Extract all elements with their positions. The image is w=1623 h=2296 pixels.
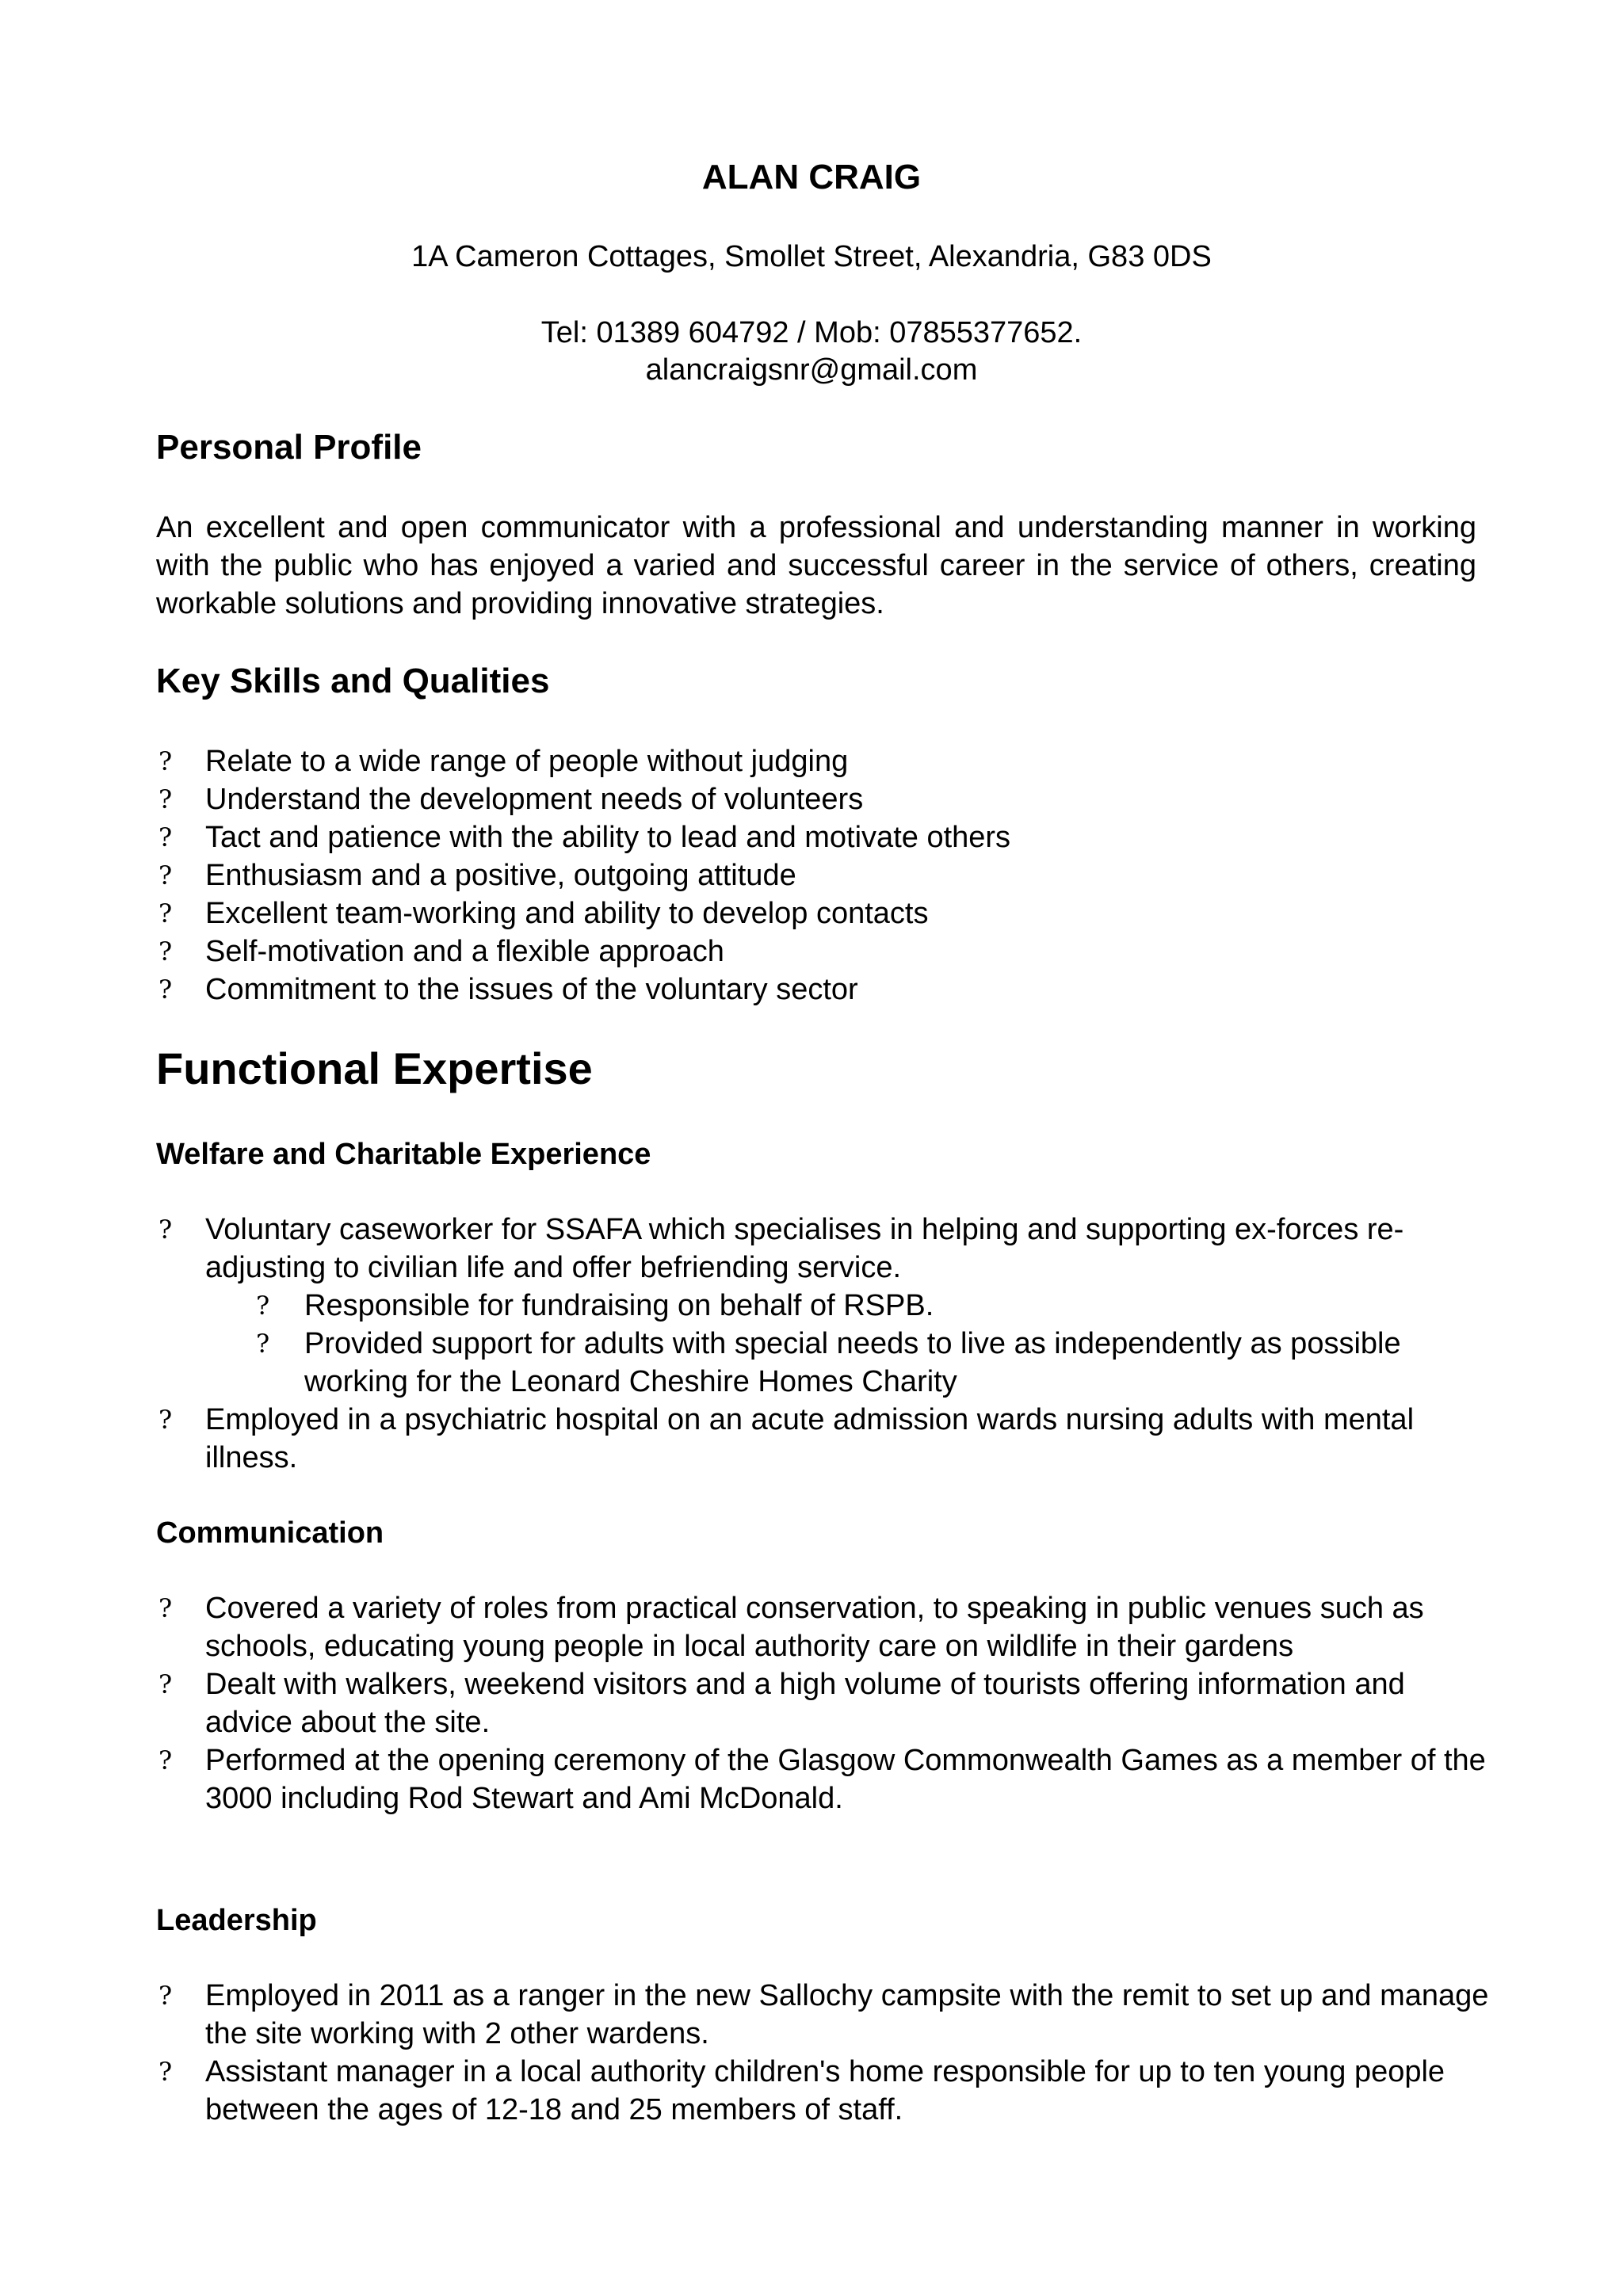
address: 1A Cameron Cottages, Smollet Street, Alexandria, G83 0DS: [411, 240, 1212, 273]
bullet-glyph: ?: [158, 784, 173, 814]
bullet-glyph: ?: [158, 898, 173, 929]
list-item: ? Tact and patience with the ability to lead and motivate others: [0, 818, 1489, 856]
list-item: ? Employed in 2011 as a ranger in the new Sallochy campsite with the remit to set up and manage the site working with 2 other wardens.: [0, 1977, 1489, 2053]
list-item: ? Responsible for fundraising on behalf of RSPB.: [0, 1287, 1445, 1325]
email-address: alancraigsnr@gmail.com: [645, 353, 978, 387]
welfare-heading: Welfare and Charitable Experience: [156, 1138, 651, 1171]
bullet-glyph: ?: [158, 936, 173, 967]
list-item: ? Employed in a psychiatric hospital on an acute admission wards nursing adults with mental illness.: [0, 1401, 1489, 1477]
bullet-glyph: ?: [158, 1981, 173, 2011]
bullet-glyph: ?: [158, 1593, 173, 1623]
candidate-name: ALAN CRAIG: [701, 158, 922, 196]
communication-list: [0, 1589, 1623, 1817]
bullet-glyph: ?: [158, 1745, 173, 1775]
list-item: ? Self-motivation and a flexible approach: [0, 933, 1489, 971]
list-item: ? Voluntary caseworker for SSAFA which specialises in helping and supporting ex-forces re-adjusting to civilian life and offer befriending service.: [0, 1211, 1489, 1287]
leadership-list: [0, 1977, 1623, 2129]
bullet-glyph: ?: [256, 1329, 270, 1359]
bullet-glyph: ?: [158, 1215, 173, 1245]
bullet-glyph: ?: [158, 1669, 173, 1699]
welfare-list: [0, 1211, 1623, 1477]
list-item: ? Relate to a wide range of people without judging: [0, 742, 1489, 780]
list-item: ? Understand the development needs of volunteers: [0, 780, 1489, 818]
bullet-glyph: ?: [158, 974, 173, 1005]
list-item: ? Provided support for adults with special needs to live as independently as possible working for the Leonard Cheshire Homes Charity: [0, 1325, 1445, 1401]
personal-profile-heading: Personal Profile: [156, 428, 422, 467]
list-item: ? Assistant manager in a local authority children's home responsible for up to ten young people between the ages of 12-18 and 25 members of staff.: [0, 2053, 1489, 2129]
key-skills-heading: Key Skills and Qualities: [156, 662, 550, 700]
key-skills-list: [0, 742, 1623, 1009]
functional-expertise-heading: Functional Expertise: [156, 1043, 593, 1093]
personal-profile-text: An excellent and open communicator with a professional and understanding manner in working with the public who has enjoyed a varied and successful career in the service of others, creating workable solutions and providing innovative strategies.: [156, 511, 1476, 620]
communication-heading: Communication: [156, 1516, 384, 1550]
list-item: ? Enthusiasm and a positive, outgoing attitude: [0, 856, 1489, 894]
list-item: ? Performed at the opening ceremony of the Glasgow Commonwealth Games as a member of the 3000 including Rod Stewart and Ami McDonald.: [0, 1741, 1489, 1817]
list-item: ? Excellent team-working and ability to develop contacts: [0, 894, 1489, 933]
bullet-glyph: ?: [256, 1291, 270, 1321]
leadership-heading: Leadership: [156, 1904, 317, 1937]
list-item: ? Commitment to the issues of the voluntary sector: [0, 971, 1489, 1009]
list-item: ? Covered a variety of roles from practical conservation, to speaking in public venues such as schools, educating young people in local authority care on wildlife in their gardens: [0, 1589, 1489, 1665]
bullet-glyph: ?: [158, 860, 173, 891]
bullet-glyph: ?: [158, 822, 173, 852]
phone-numbers: Tel: 01389 604792 / Mob: 07855377652.: [540, 316, 1083, 349]
bullet-glyph: ?: [158, 1405, 173, 1435]
bullet-glyph: ?: [158, 746, 173, 776]
list-item: ? Dealt with walkers, weekend visitors and a high volume of tourists offering information and advice about the site.: [0, 1665, 1489, 1741]
bullet-glyph: ?: [158, 2057, 173, 2087]
